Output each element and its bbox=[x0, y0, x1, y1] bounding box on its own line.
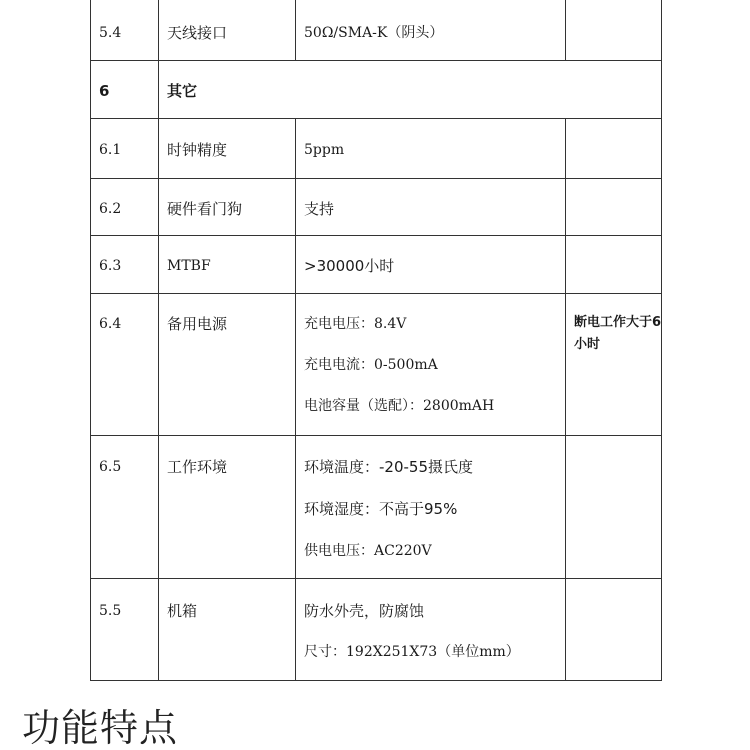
row-value: 支持 bbox=[304, 200, 335, 218]
row-value-line: 电池容量（选配）：2800mAH bbox=[304, 398, 495, 414]
row-number: 5.4 bbox=[99, 25, 122, 41]
row-value-line: 环境温度：-20-55摄氏度 bbox=[304, 458, 473, 476]
row-number: 6.1 bbox=[99, 142, 122, 158]
row-name: 硬件看门狗 bbox=[167, 200, 243, 218]
row-value: 50Ω/SMA-K（阴头） bbox=[304, 25, 444, 41]
row-note: 断电工作大于6小时 bbox=[574, 315, 662, 352]
row-number: 6.2 bbox=[99, 201, 122, 217]
row-value-line: 充电电流：0-500mA bbox=[304, 357, 438, 373]
table-row bbox=[90, 294, 662, 436]
table-row bbox=[90, 236, 662, 294]
table-row bbox=[90, 579, 662, 681]
row-number: 6.5 bbox=[99, 459, 122, 475]
row-value-line: 供电电压：AC220V bbox=[304, 543, 432, 559]
row-number: 6 bbox=[99, 82, 110, 100]
row-value: 5ppm bbox=[304, 142, 345, 158]
section-title: 功能特点 bbox=[22, 706, 179, 750]
row-value: >30000小时 bbox=[304, 257, 395, 275]
row-number: 5.5 bbox=[99, 603, 122, 619]
row-value-line: 尺寸：192X251X73（单位mm） bbox=[304, 644, 520, 660]
row-number: 6.3 bbox=[99, 258, 122, 274]
table-row bbox=[90, 0, 662, 61]
row-name: 机箱 bbox=[167, 602, 198, 620]
table-row bbox=[90, 179, 662, 236]
row-value-line: 充电电压：8.4V bbox=[304, 316, 407, 332]
row-number: 6.4 bbox=[99, 316, 122, 332]
row-name: 时钟精度 bbox=[167, 141, 228, 159]
table-row bbox=[90, 119, 662, 179]
row-name: 工作环境 bbox=[167, 458, 228, 476]
spec-table bbox=[90, 0, 662, 681]
table-row-section bbox=[90, 61, 662, 119]
row-name: MTBF bbox=[167, 258, 211, 274]
row-name: 备用电源 bbox=[167, 315, 228, 333]
row-name: 其它 bbox=[167, 82, 198, 100]
table-row bbox=[90, 436, 662, 579]
row-value-line: 环境湿度：不高于95% bbox=[304, 500, 458, 518]
row-name: 天线接口 bbox=[167, 24, 228, 42]
row-value-line: 防水外壳，防腐蚀 bbox=[304, 602, 425, 620]
